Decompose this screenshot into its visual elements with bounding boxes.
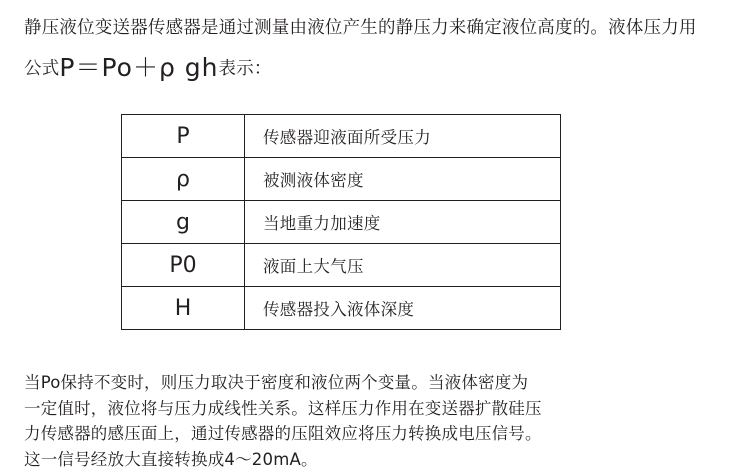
description-cell: 当地重力加速度 — [245, 201, 561, 244]
outro-line: 当Po保持不变时，则压力取决于密度和液位两个变量。当液体密度为 — [24, 373, 529, 392]
outro-paragraph — [24, 370, 724, 472]
intro-text-after: 表示： — [218, 59, 272, 79]
table-row — [122, 244, 561, 287]
table-row — [122, 115, 561, 158]
symbol-cell: H — [122, 287, 245, 330]
outro-line: 这一信号经放大直接转换成4～20mA。 — [24, 449, 318, 469]
intro-text-before: 静压液位变送器传感器是通过测量由液位产生的静压力来确定液位高度的。液体压力用公式 — [24, 18, 697, 79]
table-row — [122, 158, 561, 201]
outro-line: 力传感器的感压面上，通过传感器的压阻效应将压力转换成电压信号。 — [24, 424, 542, 443]
table-row — [122, 201, 561, 244]
symbol-definition-table — [121, 114, 561, 330]
description-cell: 液面上大气压 — [245, 244, 561, 287]
pressure-formula: P＝Po＋ρ gh — [59, 53, 219, 82]
outro-line: 一定值时，液位将与压力成线性关系。这样压力作用在变送器扩散硅压 — [24, 398, 542, 418]
description-cell: 传感器投入液体深度 — [245, 287, 561, 330]
description-cell: 传感器迎液面所受压力 — [245, 115, 561, 158]
table-row — [122, 287, 561, 330]
symbol-cell: P — [122, 115, 245, 158]
symbol-cell: ρ — [122, 158, 245, 201]
intro-paragraph — [24, 8, 714, 89]
symbol-cell: P0 — [122, 244, 245, 287]
symbol-cell: g — [122, 201, 245, 244]
description-cell: 被测液体密度 — [245, 158, 561, 201]
